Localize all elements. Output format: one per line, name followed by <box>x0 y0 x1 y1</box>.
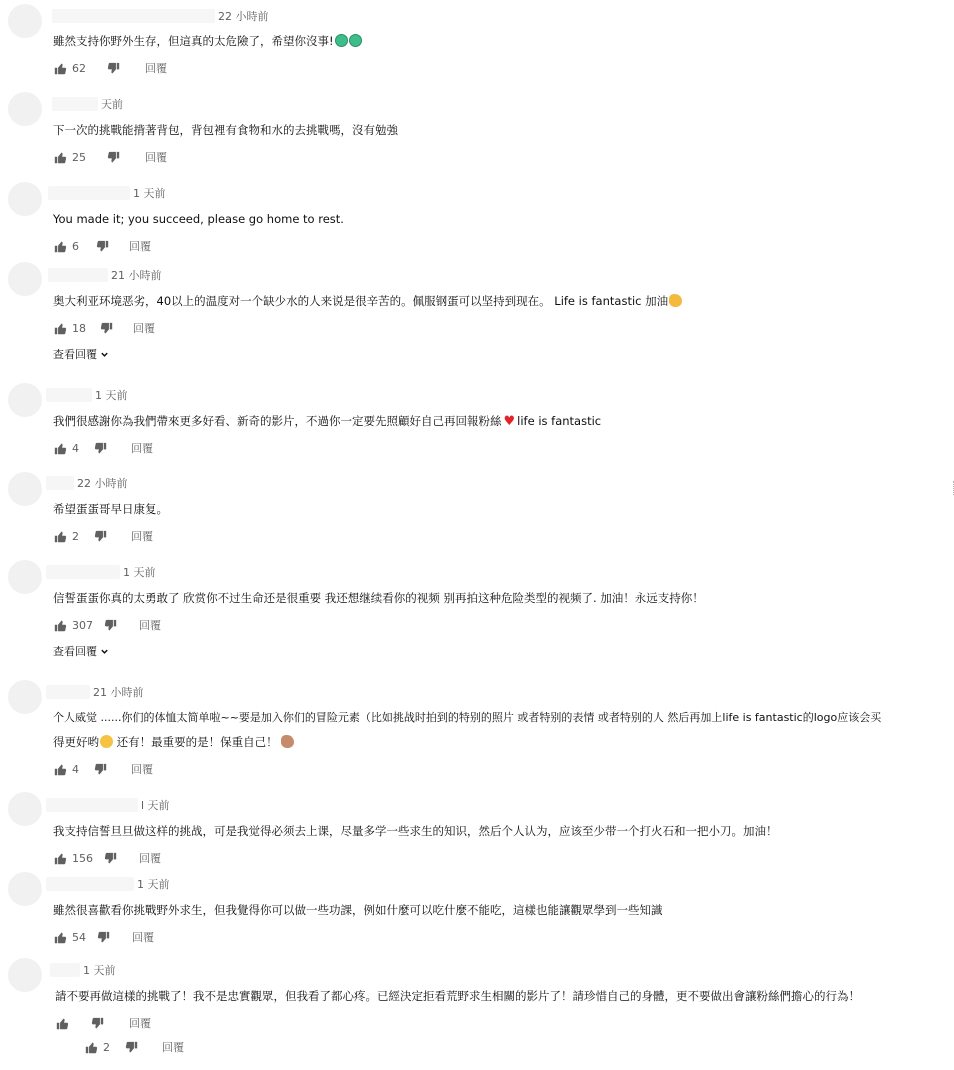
comment-time[interactable]: 21 小時前 <box>93 686 144 699</box>
like-count: 6 <box>72 239 79 253</box>
comment-text <box>53 409 601 434</box>
comment-text: 希望蛋蛋哥早日康复。 <box>53 502 168 516</box>
comment-text-line2 <box>53 730 294 754</box>
thumb-up-icon[interactable] <box>53 239 67 253</box>
comment-actions <box>53 617 161 633</box>
author-name[interactable] <box>46 388 92 402</box>
comment-text-body: 得更好哟 <box>53 735 99 749</box>
thumb-up-icon[interactable] <box>53 150 67 164</box>
reply-button[interactable]: 回覆 <box>145 62 167 75</box>
thumb-down-icon[interactable] <box>106 61 120 75</box>
thumb-up-icon[interactable] <box>53 529 67 543</box>
view-replies-button[interactable] <box>53 643 109 659</box>
comment-text: 雖然很喜歡看你挑戰野外求生，但我覺得你可以做一些功課，例如什麼可以吃什麼不能吃，這樣也能讓觀眾學到一些知識 <box>53 903 663 917</box>
comment-time[interactable]: 天前 <box>101 98 123 111</box>
comment-time[interactable]: 22 小時前 <box>218 10 269 23</box>
comment-text-tail: 还有！最重要的是！保重自己！ <box>113 735 278 749</box>
thumb-down-icon[interactable] <box>95 239 109 253</box>
author-name[interactable] <box>46 877 134 891</box>
reply-button[interactable]: 回覆 <box>139 852 161 865</box>
comment-meta <box>52 96 123 112</box>
red-heart-emoji-icon: ♥ <box>503 414 516 429</box>
avatar[interactable] <box>8 792 42 826</box>
comment-meta <box>50 962 116 978</box>
reply-button[interactable]: 回覆 <box>131 442 153 455</box>
thumb-down-icon[interactable] <box>93 762 107 776</box>
comment-time[interactable]: 22 小時前 <box>77 477 128 490</box>
author-name[interactable] <box>46 476 74 490</box>
comment-meta <box>46 684 144 700</box>
author-name[interactable] <box>46 565 120 579</box>
like-count: 307 <box>72 618 93 632</box>
comment-actions <box>53 149 167 165</box>
reply-button[interactable]: 回覆 <box>139 619 161 632</box>
author-name[interactable] <box>50 963 80 977</box>
comment-meta <box>46 564 156 580</box>
crying-emoji-icon <box>335 34 348 47</box>
comment-text: 个人威觉 ......你们的体恤太简单啦~~要是加入你们的冒险元素（比如挑战时拍到的特别的照片 或者特别的表情 或者特别的人 然后再加上life is fantastic的logo应该会买 <box>53 711 882 724</box>
comment-meta <box>48 267 162 283</box>
thumb-up-icon[interactable] <box>53 321 67 335</box>
avatar[interactable] <box>8 383 42 417</box>
thumb-up-icon[interactable] <box>53 851 67 865</box>
avatar[interactable] <box>8 958 42 992</box>
comment-time[interactable]: 1 天前 <box>137 878 170 891</box>
thumb-up-icon[interactable] <box>53 441 67 455</box>
comment-text-body: 雖然支持你野外生存，但這真的太危險了，希望你沒事! <box>53 34 334 48</box>
comment-actions <box>53 850 161 866</box>
author-name[interactable] <box>46 685 90 699</box>
reply-button[interactable]: 回覆 <box>133 322 155 335</box>
reply-button[interactable]: 回覆 <box>131 763 153 776</box>
like-count: 156 <box>72 851 93 865</box>
like-count: 2 <box>72 529 79 543</box>
avatar[interactable] <box>8 472 42 506</box>
avatar[interactable] <box>8 4 42 38</box>
comment-time[interactable]: l 天前 <box>141 799 170 812</box>
thumb-down-icon[interactable] <box>96 930 110 944</box>
crying-emoji-icon <box>349 34 362 47</box>
author-name[interactable] <box>48 186 130 200</box>
like-count: 2 <box>103 1040 110 1054</box>
thumb-down-icon[interactable] <box>93 441 107 455</box>
thumb-up-icon[interactable] <box>55 1016 69 1030</box>
thumb-up-icon[interactable] <box>84 1040 98 1054</box>
comment-time[interactable]: 21 小時前 <box>111 269 162 282</box>
view-replies-button[interactable] <box>53 346 109 362</box>
comment-actions <box>55 1015 151 1031</box>
comment-text-body: 奥大利亚环境恶劣，40以上的温度对一个缺少水的人来说是很辛苦的。佩服钢蛋可以坚持到现在。 Life is fantastic 加油 <box>53 294 669 308</box>
chevron-down-icon <box>100 350 109 359</box>
comment-actions <box>53 238 151 254</box>
comment-meta <box>46 876 170 892</box>
thumb-up-icon[interactable] <box>53 61 67 75</box>
comment-actions <box>53 320 155 336</box>
reply-button[interactable]: 回覆 <box>145 151 167 164</box>
like-count: 62 <box>72 61 86 75</box>
avatar[interactable] <box>8 680 42 714</box>
comment-time[interactable]: 1 天前 <box>123 566 156 579</box>
like-count: 18 <box>72 321 86 335</box>
author-name[interactable] <box>52 9 215 23</box>
thumb-down-icon[interactable] <box>90 1016 104 1030</box>
thumb-down-icon[interactable] <box>103 618 117 632</box>
thumb-down-icon[interactable] <box>93 529 107 543</box>
thumb-down-icon[interactable] <box>99 321 113 335</box>
comment-text: 請不要再做這樣的挑戰了！我不是忠實觀眾，但我看了都心疼。已經決定拒看荒野求生相關的影片了！請珍惜自己的身體，更不要做出會讓粉絲們擔心的行為！ <box>55 989 860 1003</box>
like-count: 4 <box>72 441 79 455</box>
comment-meta <box>46 797 170 813</box>
avatar[interactable] <box>8 182 42 216</box>
comment-text <box>53 289 682 313</box>
flexed-bicep-emoji-icon <box>281 735 294 748</box>
comment-actions <box>53 528 153 544</box>
reply-actions <box>84 1039 184 1055</box>
flexed-bicep-emoji-icon <box>669 294 682 307</box>
laughing-emoji-icon <box>100 735 113 748</box>
like-count: 4 <box>72 762 79 776</box>
view-replies-label: 查看回覆 <box>53 645 97 658</box>
comment-text: You made it; you succeed, please go home to rest. <box>53 212 344 226</box>
like-count: 25 <box>72 150 86 164</box>
comment-text-tail: life is fantastic <box>517 414 602 428</box>
author-name[interactable] <box>46 798 138 812</box>
comment-meta <box>46 475 128 491</box>
comment-time[interactable]: 1 天前 <box>83 964 116 977</box>
comment-time[interactable]: 1 天前 <box>133 187 166 200</box>
like-count: 54 <box>72 930 86 944</box>
comment-time[interactable]: 1 天前 <box>95 389 128 402</box>
chevron-down-icon <box>100 647 109 656</box>
thumb-down-icon[interactable] <box>106 150 120 164</box>
author-name[interactable] <box>52 97 98 111</box>
comment-actions <box>53 929 154 945</box>
reply-button[interactable]: 回覆 <box>162 1041 184 1054</box>
comment-text: 下一次的挑戰能揹著背包，背包裡有食物和水的去挑戰嗎，沒有勉強 <box>53 123 398 137</box>
comment-text <box>53 29 362 53</box>
avatar[interactable] <box>8 872 42 906</box>
comment-meta <box>52 8 269 24</box>
comment-text-body: 我們很感謝你為我們帶來更多好看、新奇的影片，不過你一定要先照顧好自己再回報粉絲 <box>53 414 502 428</box>
comment-text: 我支持信誓旦旦做这样的挑战，可是我觉得必须去上课，尽量多学一些求生的知识，然后个人认为，应该至少带一个打火石和一把小刀。加油！ <box>53 824 778 838</box>
comment-actions <box>53 60 167 76</box>
reply-button[interactable]: 回覆 <box>129 240 151 253</box>
comment-text: 信誓蛋蛋你真的太勇敢了 欣赏你不过生命还是很重要 我还想继续看你的视频 别再拍这种危险类型的视频了. 加油！永远支持你！ <box>53 591 704 605</box>
comment-actions <box>53 761 153 777</box>
author-name[interactable] <box>48 268 108 282</box>
avatar[interactable] <box>8 560 42 594</box>
comment-meta <box>48 185 166 201</box>
comment-actions <box>53 440 153 456</box>
thumb-up-icon[interactable] <box>53 618 67 632</box>
thumb-down-icon[interactable] <box>103 851 117 865</box>
reply-button[interactable]: 回覆 <box>132 931 154 944</box>
reply-button[interactable]: 回覆 <box>129 1017 151 1030</box>
avatar[interactable] <box>8 262 42 296</box>
comment-meta <box>46 387 128 403</box>
thumb-up-icon[interactable] <box>53 762 67 776</box>
thumb-up-icon[interactable] <box>53 930 67 944</box>
thumb-down-icon[interactable] <box>124 1040 138 1054</box>
view-replies-label: 查看回覆 <box>53 348 97 361</box>
reply-button[interactable]: 回覆 <box>131 530 153 543</box>
avatar[interactable] <box>8 92 42 126</box>
